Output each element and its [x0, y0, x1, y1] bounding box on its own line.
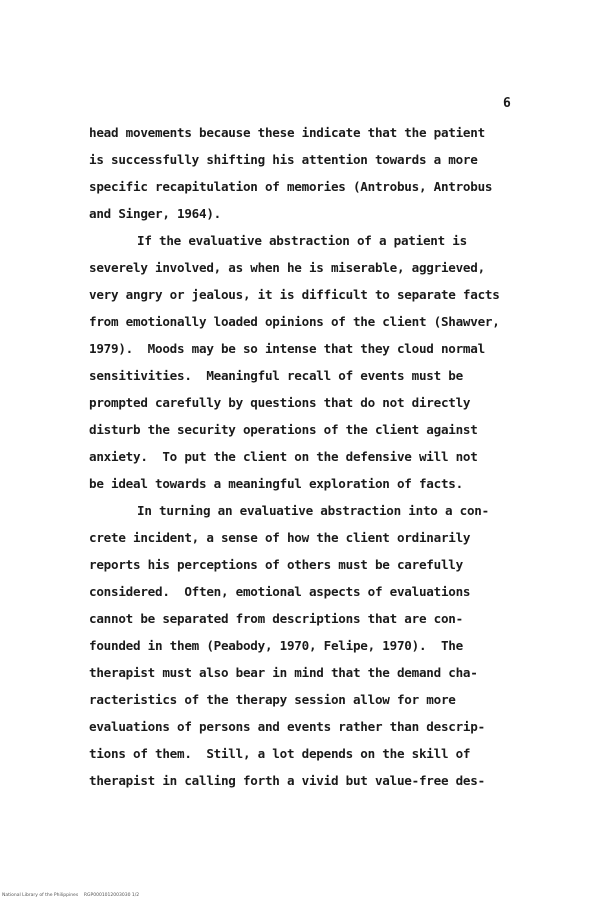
text-line: tions of them. Still, a lot depends on the skill of — [89, 746, 471, 761]
text-line: prompted carefully by questions that do not directly — [89, 395, 471, 410]
text-line: therapist in calling forth a vivid but value-free des- — [89, 773, 485, 788]
paragraph-start-line: In turning an evaluative abstraction into a con- — [137, 503, 489, 518]
text-line: is successfully shifting his attention towards a more — [89, 152, 478, 167]
text-line: head movements because these indicate that the patient — [89, 125, 485, 140]
text-line: crete incident, a sense of how the client ordinarily — [89, 530, 471, 545]
text-line: 1979). Moods may be so intense that they cloud normal — [89, 341, 485, 356]
text-line: founded in them (Peabody, 1970, Felipe, 1970). The — [89, 638, 463, 653]
page-number: 6 — [503, 96, 511, 111]
text-line: considered. Often, emotional aspects of evaluations — [89, 584, 471, 599]
text-line: evaluations of persons and events rather than descrip- — [89, 719, 485, 734]
text-line: be ideal towards a meaningful exploration of facts. — [89, 476, 463, 491]
scan-footer-note: National Library of the Philippines RGP0001012003030 1/2 — [2, 893, 140, 898]
text-line: specific recapitulation of memories (Antrobus, Antrobus — [89, 179, 493, 194]
text-line: disturb the security operations of the client against — [89, 422, 478, 437]
text-line: sensitivities. Meaningful recall of events must be — [89, 368, 463, 383]
text-line: and Singer, 1964). — [89, 206, 221, 221]
text-line: anxiety. To put the client on the defensive will not — [89, 449, 478, 464]
text-line: reports his perceptions of others must be carefully — [89, 557, 463, 572]
text-line: racteristics of the therapy session allow for more — [89, 692, 456, 707]
text-line: cannot be separated from descriptions that are con- — [89, 611, 463, 626]
text-line: very angry or jealous, it is difficult to separate facts — [89, 287, 500, 302]
text-line: from emotionally loaded opinions of the client (Shawver, — [89, 314, 500, 329]
paragraph-start-line: If the evaluative abstraction of a patient is — [137, 233, 467, 248]
text-line: severely involved, as when he is miserable, aggrieved, — [89, 260, 485, 275]
text-line: therapist must also bear in mind that the demand cha- — [89, 665, 478, 680]
